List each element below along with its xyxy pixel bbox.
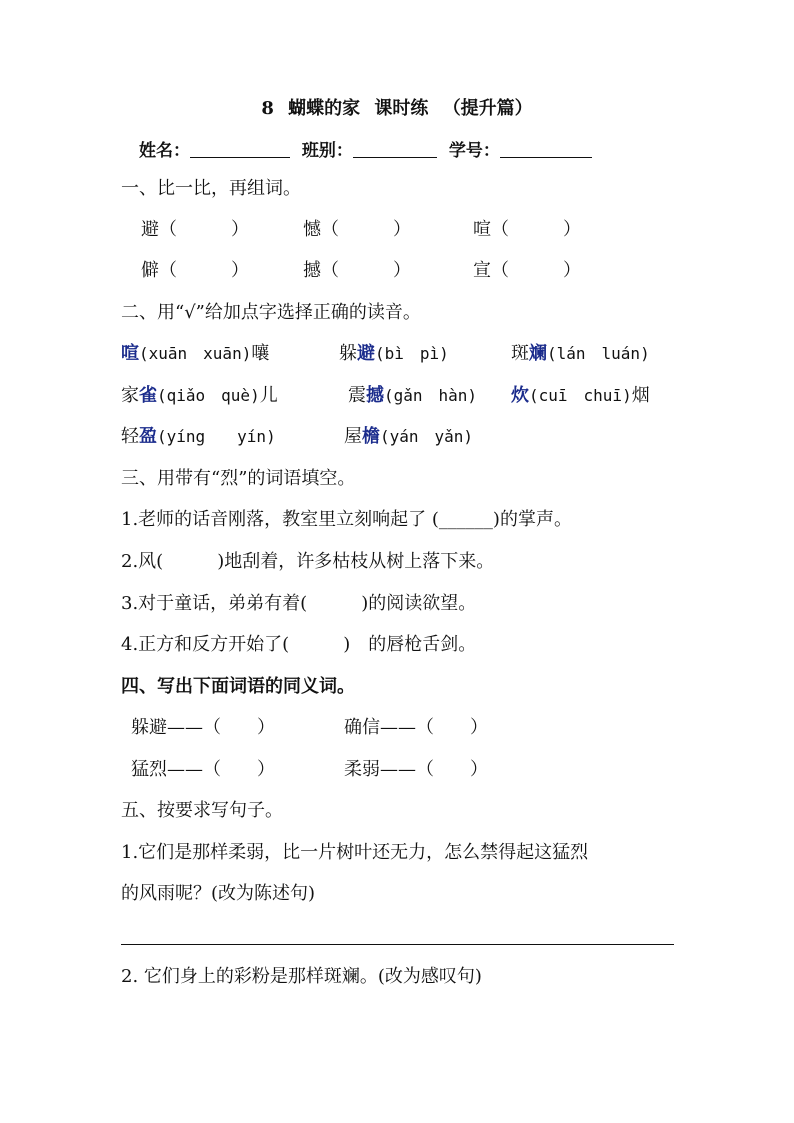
lesson-part: 课时练 [374,98,429,119]
section2-heading: 二、用“√”给加点字选择正确的读音。 [121,302,421,323]
lesson-name: 蝴蝶的家 [288,98,361,119]
pinyin-item[interactable] [121,384,278,408]
dotted-char: 檐 [362,426,380,447]
word-part: 斑 [511,343,529,364]
pinyin-item[interactable] [348,384,477,408]
pinyin-options: (lán luán) [547,344,650,363]
dotted-char: 炊 [511,385,529,406]
dotted-char: 喧 [121,343,139,364]
word-part: 轻 [121,426,139,447]
synonym-item[interactable]: 确信——（ ） [344,717,488,738]
sentence-question-1-cont: 的风雨呢？(改为陈述句) [121,883,316,904]
pinyin-options: (qiǎo què) [157,386,260,405]
word-part: 屋 [344,426,362,447]
pinyin-options: (yán yǎn) [380,427,474,446]
fill-blank-question[interactable]: 4.正方和反方开始了( ) 的唇枪舌剑。 [121,634,477,655]
pinyin-item[interactable] [121,342,269,366]
lesson-level: （提升篇） [442,98,533,119]
answer-line[interactable] [121,944,674,945]
pinyin-item[interactable] [511,384,650,408]
pinyin-item[interactable] [344,425,473,449]
dotted-char: 避 [357,343,375,364]
section5-heading: 五、按要求写句子。 [121,800,283,821]
pinyin-options: (xuān xuān) [139,344,252,363]
pinyin-options: (gǎn hàn) [384,386,478,405]
word-part: 儿 [259,385,278,406]
compare-item[interactable]: 避（ ） [141,219,249,240]
fill-blank-question[interactable]: 1.老师的话音刚落，教室里立刻响起了 (______)的掌声。 [121,509,572,530]
section4-heading: 四、写出下面词语的同义词。 [121,676,355,697]
compare-item[interactable]: 喧（ ） [473,219,581,240]
id-blank[interactable] [500,139,592,158]
pinyin-options: (yíng yín) [157,427,276,446]
name-blank[interactable] [190,139,290,158]
synonym-item[interactable]: 躲避——（ ） [131,717,275,738]
compare-item[interactable]: 撼（ ） [303,260,411,281]
word-part: 家 [121,385,139,406]
fill-blank-question[interactable]: 3.对于童话，弟弟有着( )的阅读欲望。 [121,593,477,614]
fill-blank-question[interactable]: 2.风( )地刮着，许多枯枝从树上落下来。 [121,551,495,572]
word-part: 嚷 [251,343,270,364]
section1-heading: 一、比一比，再组词。 [121,178,301,199]
student-info-row [139,139,592,163]
pinyin-item[interactable] [121,425,276,449]
lesson-number: 8 [261,98,274,119]
word-part: 躲 [339,343,357,364]
dotted-char: 盈 [139,426,157,447]
dotted-char: 雀 [139,385,157,406]
id-label: 学号： [448,141,500,161]
sentence-question-1: 1.它们是那样柔弱，比一片树叶还无力，怎么禁得起这猛烈 [121,842,589,863]
class-blank[interactable] [353,139,437,158]
word-part: 烟 [631,385,650,406]
synonym-item[interactable]: 柔弱——（ ） [344,759,488,780]
compare-item[interactable]: 僻（ ） [141,260,249,281]
pinyin-item[interactable] [511,342,650,366]
pinyin-options: (cuī chuī) [529,386,632,405]
section3-heading: 三、用带有“烈”的词语填空。 [121,468,356,489]
page-title [0,97,794,121]
dotted-char: 斓 [529,343,547,364]
word-part: 震 [348,385,366,406]
class-label: 班别： [301,141,353,161]
compare-item[interactable]: 憾（ ） [303,219,411,240]
pinyin-item[interactable] [339,342,449,366]
synonym-item[interactable]: 猛烈——（ ） [131,759,275,780]
dotted-char: 撼 [366,385,384,406]
pinyin-options: (bì pì) [375,344,449,363]
sentence-question-2: 2. 它们身上的彩粉是那样斑斓。(改为感叹句) [121,966,482,987]
compare-item[interactable]: 宣（ ） [473,260,581,281]
name-label: 姓名： [139,141,190,161]
